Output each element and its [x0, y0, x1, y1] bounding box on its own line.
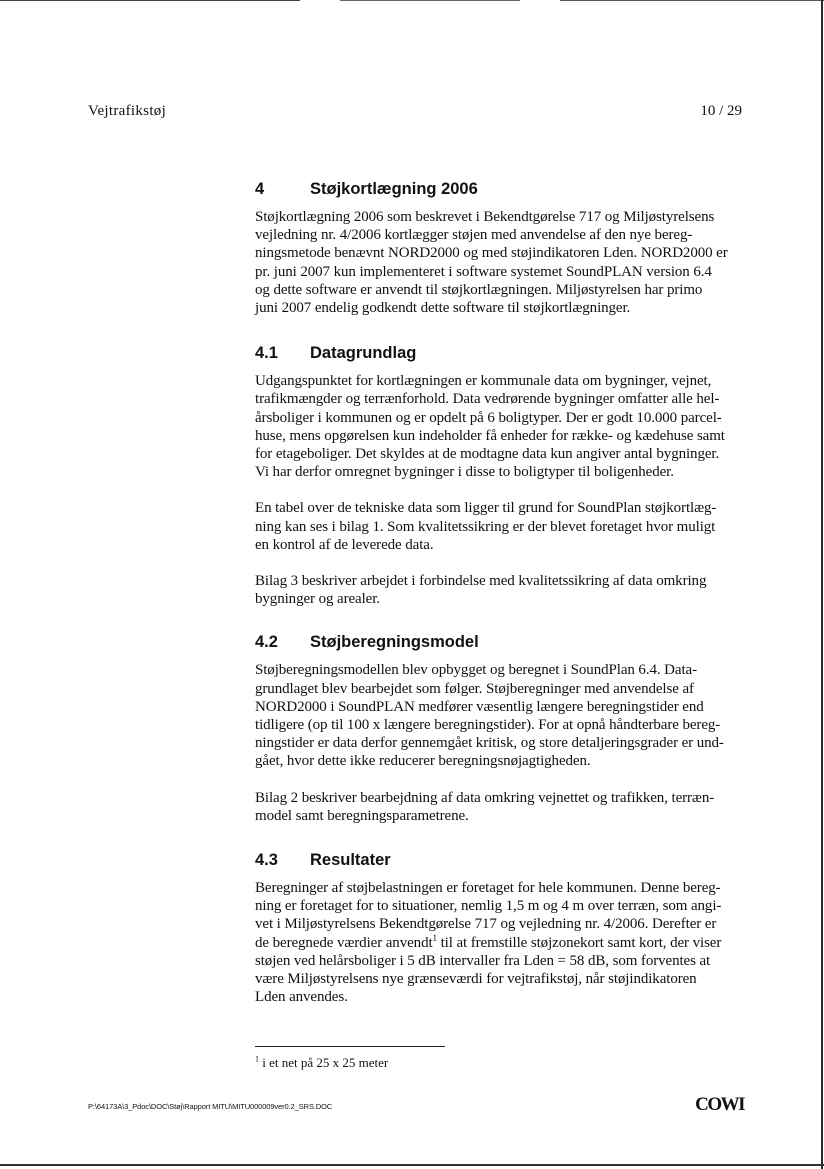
footnote	[255, 1055, 388, 1071]
text-line: vet i Miljøstyrelsens Bekendtgørelse 717 og vejledning nr. 4/2006. Derefter er	[255, 916, 717, 933]
paragraph	[255, 789, 743, 825]
text-line: Udgangspunktet for kortlægningen er kommunale data om bygninger, vejnet,	[255, 373, 712, 390]
text-line: Bilag 2 beskriver bearbejdning af data omkring vejnettet og trafikken, terræn-	[255, 789, 715, 806]
section-4-2	[255, 632, 743, 825]
scan-edge-bottom	[0, 1164, 824, 1166]
paragraph	[255, 572, 743, 608]
footnote-divider	[255, 1046, 445, 1047]
page-number: 10 / 29	[700, 103, 742, 119]
text-line: bygninger og arealer.	[255, 591, 380, 608]
text-line: ningsmetode benævnt NORD2000 og med støjindikatoren Lden. NORD2000 er	[255, 245, 728, 262]
footnote-reference: 1	[432, 932, 437, 943]
section-number: 4.1	[255, 344, 278, 363]
section-heading	[255, 179, 743, 200]
text-line: årsboliger i kommunen og er opdelt på 6 boligtyper. Der er godt 10.000 parcel-	[255, 409, 722, 426]
section-heading	[255, 632, 743, 653]
text-line: grundlaget blev bearbejdet som følger. Støjberegninger med anvendelse af	[255, 680, 694, 697]
text-line: Støjkortlægning 2006 som beskrevet i Bekendtgørelse 717 og Miljøstyrelsens	[255, 209, 715, 225]
text-line: vejledning nr. 4/2006 kortlægger støjen med anvendelse af den nye bereg-	[255, 227, 693, 244]
text-line: pr. juni 2007 kun implementeret i software systemet SoundPLAN version 6.4	[255, 263, 712, 280]
paragraph	[255, 499, 743, 554]
document-body	[255, 179, 743, 1007]
section-title: Støjberegningsmodel	[310, 633, 479, 652]
text-line: ningstider er data derfor gennemgået kritisk, og store detaljeringsgrader er und-	[255, 735, 724, 752]
text-line: Vi har derfor omregnet bygninger i disse to boligtyper til boligenheder.	[255, 464, 674, 481]
paragraph	[255, 661, 743, 770]
section-4	[255, 179, 743, 317]
paragraph	[255, 879, 743, 1006]
section-heading	[255, 850, 743, 871]
section-title: Datagrundlag	[310, 344, 417, 363]
text-line: støjen ved helårsboliger i 5 dB intervaller fra Lden = 58 dB, som forventes at	[255, 952, 711, 969]
text-line: juni 2007 endelig godkendt dette software til støjkortlægninger.	[255, 300, 631, 317]
text-line: ning er foretaget for to situationer, nemlig 1,5 m og 4 m over terræn, som angi-	[255, 898, 722, 915]
text-line: en kontrol af de leverede data.	[255, 536, 434, 553]
scan-edge-right	[821, 0, 823, 1169]
section-number: 4.3	[255, 851, 278, 870]
section-4-3	[255, 850, 743, 1006]
text-line: de beregnede værdier anvendt$^1$ til at fremstille støjzonekort samt kort, der viser	[255, 932, 722, 951]
scan-edge-top	[0, 0, 824, 1]
footnote-marker: 1	[255, 1054, 259, 1064]
section-number: 4	[255, 180, 265, 198]
section-heading	[255, 343, 743, 364]
file-path: P:\64173A\3_Pdoc\DOC\Støj\Rapport MITU\MITU000009ver0.2_SRS.DOC	[88, 1102, 333, 1111]
text-line: trafikmængder og terrænforhold. Data vedrørende bygninger omfatter alle hel-	[255, 391, 720, 408]
text-line: Støjberegningsmodellen blev opbygget og beregnet i SoundPlan 6.4. Data-	[255, 662, 697, 679]
text-line: model samt beregningsparametrene.	[255, 807, 469, 824]
text-line: Lden anvendes.	[255, 989, 348, 1006]
text-line: huse, mens opgørelsen kun indeholder få enheder for række- og kædehuse samt	[255, 427, 725, 444]
section-4-1	[255, 343, 743, 608]
text-line: NORD2000 i SoundPLAN medfører væsentlig længere beregningstider end	[255, 698, 704, 715]
section-title: Støjkortlægning 2006	[310, 180, 478, 198]
paragraph	[255, 208, 743, 317]
text-line: og dette software er anvendt til støjkortlægningen. Miljøstyrelsen har primo	[255, 281, 703, 298]
text-line: tidligere (op til 100 x længere beregningstider). For at opnå håndterbare bereg-	[255, 717, 721, 734]
text-line: være Miljøstyrelsens nye grænseværdi for vejtrafikstøj, når støjindikatoren	[255, 971, 697, 988]
text-line: ning kan ses i bilag 1. Som kvalitetssikring er der blevet foretaget hvor muligt	[255, 518, 716, 535]
running-header-title: Vejtrafikstøj	[88, 103, 167, 119]
text-line: En tabel over de tekniske data som ligger til grund for SoundPlan støjkortlæg-	[255, 500, 717, 517]
paragraph	[255, 372, 743, 481]
company-logo: COWI	[695, 1094, 744, 1115]
text-line: Bilag 3 beskriver arbejdet i forbindelse med kvalitetssikring af data omkring	[255, 573, 707, 590]
text-line: Beregninger af støjbelastningen er foretaget for hele kommunen. Denne bereg-	[255, 880, 721, 897]
text-line: for etageboliger. Det skyldes at de modtagne data kun angiver antal bygninger.	[255, 446, 720, 463]
section-number: 4.2	[255, 633, 278, 652]
section-title: Resultater	[310, 851, 391, 870]
footnote-text: i et net på 25 x 25 meter	[262, 1055, 389, 1070]
text-line: gået, hvor dette ikke reducerer beregningsnøjagtigheden.	[255, 753, 591, 770]
